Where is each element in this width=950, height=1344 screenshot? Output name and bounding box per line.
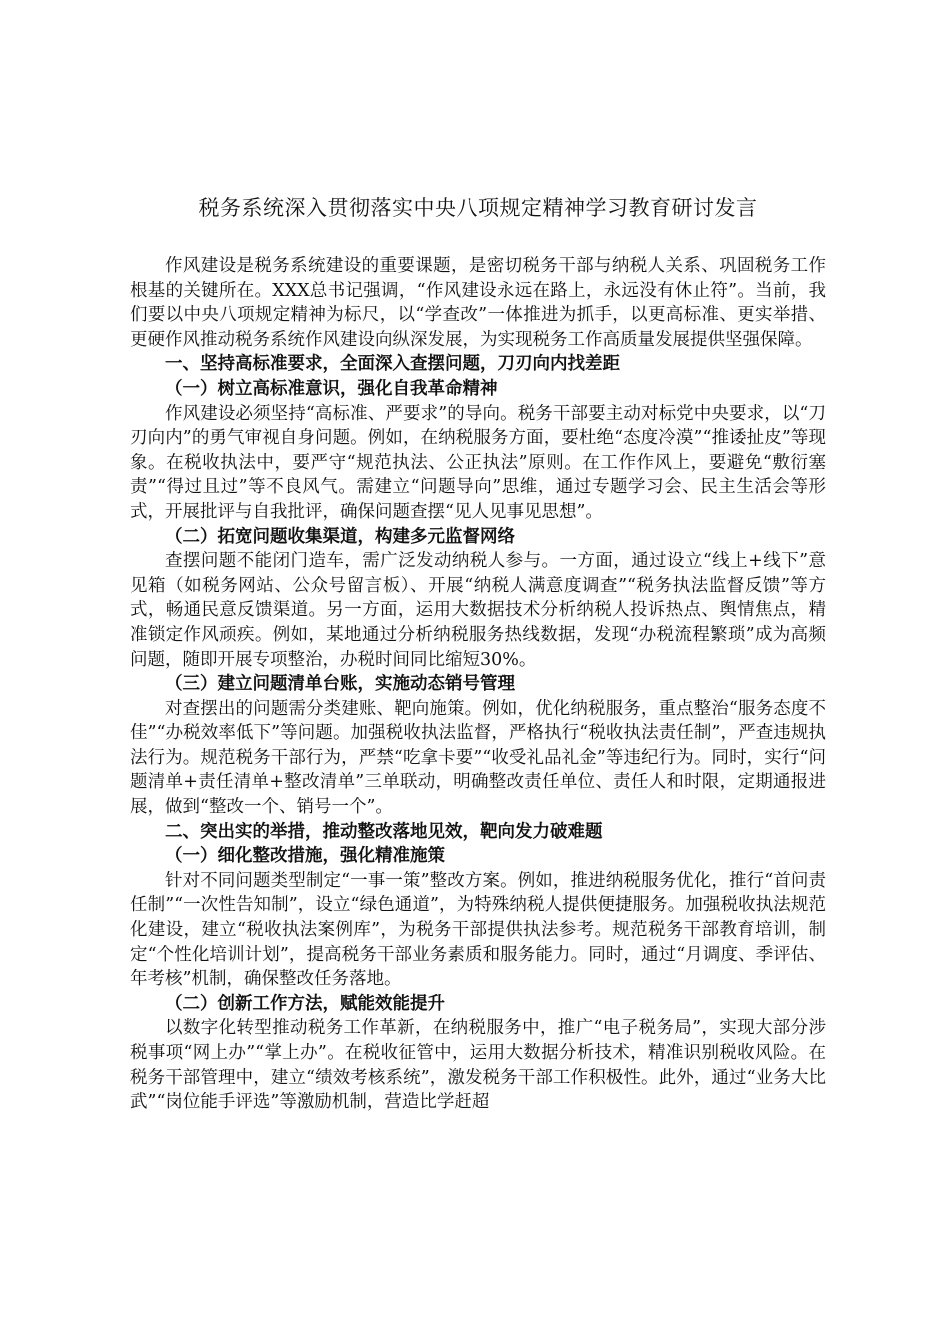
section-2-sub-2-heading: （二）创新工作方法，赋能效能提升 <box>165 993 445 1014</box>
section-1-sub-3-heading: （三）建立问题清单台账，实施动态销号管理 <box>165 674 515 695</box>
section-1-sub-1-heading: （一）树立高标准意识，强化自我革命精神 <box>165 378 498 399</box>
section-1-heading: 一、坚持高标准要求，全面深入查摆问题，刀刃向内找差距 <box>165 354 620 375</box>
section-1-sub-1-text: 作风建设必须坚持“高标准、严要求”的导向。税务干部要主动对标党中央要求，以“刀刃向内”的勇气审视自身问题。例如，在纳税服务方面，要杜绝“态度冷漠”“推诿扯皮”等现象。在税收执法中，要严守“规范执法、公正执法”原则。在工作作风上，要避免“敷衍塞责”“得过且过”等不良风气。需建立“问题导向”思维，通过专题学习会、民主生活会等形式，开展批评与自我批评，确保问题查摆“见人见事见思想”。 <box>130 403 826 522</box>
section-2-sub-1-heading: （一）细化整改措施，强化精准施策 <box>165 846 445 867</box>
intro-paragraph: 作风建设是税务系统建设的重要课题，是密切税务干部与纳税人关系、巩固税务工作根基的关键所在。XXX总书记强调，“作风建设永远在路上，永远没有休止符”。当前，我们要以中央八项规定精神为标尺，以“学查改”一体推进为抓手，以更高标准、更实举措、更硬作风推动税务系统作风建设向纵深发展，为实现税务工作高质量发展提供坚强保障。 <box>130 256 826 350</box>
document-body <box>130 254 826 1115</box>
section-2-sub-2-text: 以数字化转型推动税务工作革新，在纳税服务中，推广“电子税务局”，实现大部分涉税事项“网上办”“掌上办”。在税收征管中，运用大数据分析技术，精准识别税收风险。在税务干部管理中，建立“绩效考核系统”，激发税务干部工作积极性。此外，通过“业务大比武”“岗位能手评选”等激励机制，营造比学赶超 <box>130 1018 826 1113</box>
section-1-sub-3-text: 对查摆出的问题需分类建账、靶向施策。例如，优化纳税服务，重点整治“服务态度不佳”“办税效率低下”等问题。加强税收执法监督，严格执行“税收执法责任制”，严查违规执法行为。规范税务干部行为，严禁“吃拿卡要”“收受礼品礼金”等违纪行为。同时，实行“问题清单+责任清单+整改清单”三单联动，明确整改责任单位、责任人和时限，定期通报进展，做到“整改一个、销号一个”。 <box>130 698 826 818</box>
section-1-sub-2-text: 查摆问题不能闭门造车，需广泛发动纳税人参与。一方面，通过设立“线上+线下”意见箱（如税务网站、公众号留言板）、开展“纳税人满意度调查”“税务执法监督反馈”等方式，畅通民意反馈渠道。另一方面，运用大数据技术分析纳税人投诉热点、舆情焦点，精准锁定作风顽疾。例如，某地通过分析纳税服务热线数据，发现“办税流程繁琐”成为高频问题，随即开展专项整治，办税时间同比缩短30%。 <box>130 551 826 670</box>
section-1-sub-2-heading: （二）拓宽问题收集渠道，构建多元监督网络 <box>165 526 515 547</box>
section-2-heading: 二、突出实的举措，推动整改落地见效，靶向发力破难题 <box>165 821 603 842</box>
document-title: 税务系统深入贯彻落实中央八项规定精神学习教育研讨发言 <box>198 196 758 220</box>
section-2-sub-1-text: 针对不同问题类型制定“一事一策”整改方案。例如，推进纳税服务优化，推行“首问责任制”“一次性告知制”，设立“绿色通道”，为特殊纳税人提供便捷服务。加强税收执法规范化建设，建立“税收执法案例库”，为税务干部提供执法参考。规范税务干部教育培训，制定“个性化培训计划”，提高税务干部业务素质和服务能力。同时，通过“月调度、季评估、年考核”机制，确保整改任务落地。 <box>130 870 826 990</box>
